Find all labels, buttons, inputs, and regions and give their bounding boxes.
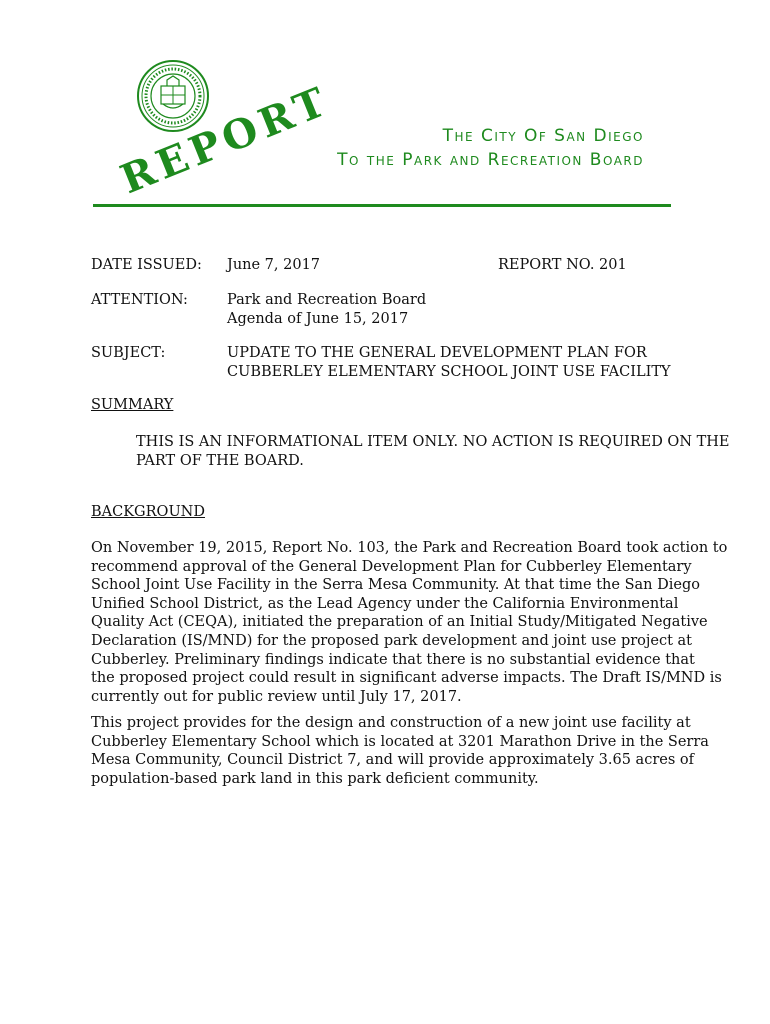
report-wordmark-text: REPORT — [114, 76, 337, 204]
background-paragraph-1 — [91, 539, 728, 706]
paragraph-line: On November 19, 2015, Report No. 103, the Park and Recreation Board took action to — [91, 540, 728, 556]
paragraph-line: Mesa Community, Council District 7, and will provide approximately 3.65 acres of — [91, 752, 694, 769]
background-heading: BACKGROUND — [91, 504, 205, 520]
header-divider — [93, 204, 671, 207]
paragraph-line: population-based park land in this park deficient community. — [91, 770, 539, 787]
paragraph-line: School Joint Use Facility in the Serra Mesa Community. At that time the San Diego — [91, 577, 700, 594]
paragraph-line: Quality Act (CEQA), initiated the preparation of an Initial Study/Mitigated Negative — [91, 614, 708, 631]
subject-line-2: CUBBERLEY ELEMENTARY SCHOOL JOINT USE FACILITY — [227, 364, 671, 380]
paragraph-line: the proposed project could result in significant adverse impacts. The Draft IS/MND is — [91, 670, 722, 687]
summary-text — [136, 433, 730, 471]
subject-line-1: UPDATE TO THE GENERAL DEVELOPMENT PLAN FOR — [227, 345, 647, 361]
paragraph-line: This project provides for the design and construction of a new joint use facility at — [91, 715, 691, 731]
report-number: REPORT NO. 201 — [498, 257, 627, 273]
date-issued-label: DATE ISSUED: — [91, 257, 202, 273]
report-wordmark — [0, 0, 770, 220]
date-issued-value: June 7, 2017 — [227, 257, 321, 273]
attention-line-2: Agenda of June 15, 2017 — [227, 311, 409, 327]
paragraph-line: currently out for public review until July 17, 2017. — [91, 688, 462, 705]
attention-label: ATTENTION: — [91, 292, 188, 308]
board-title: To the Park and Recreation Board — [337, 150, 644, 170]
summary-line-1: THIS IS AN INFORMATIONAL ITEM ONLY. NO ACTION IS REQUIRED ON THE — [136, 434, 730, 450]
background-paragraph-2 — [91, 714, 709, 788]
subject-label: SUBJECT: — [91, 345, 166, 361]
paragraph-line: Cubberley Elementary School which is located at 3201 Marathon Drive in the Serra — [91, 733, 709, 750]
city-title: The City Of San Diego — [442, 126, 644, 146]
attention-line-1: Park and Recreation Board — [227, 292, 427, 308]
paragraph-line: Unified School District, as the Lead Agency under the California Environmental — [91, 595, 679, 612]
summary-line-2: PART OF THE BOARD. — [136, 453, 304, 469]
paragraph-line: recommend approval of the General Development Plan for Cubberley Elementary — [91, 558, 692, 575]
paragraph-line: Declaration (IS/MND) for the proposed park development and joint use project at — [91, 632, 692, 649]
paragraph-line: Cubberley. Preliminary findings indicate that there is no substantial evidence that — [91, 651, 695, 668]
summary-heading: SUMMARY — [91, 397, 174, 413]
